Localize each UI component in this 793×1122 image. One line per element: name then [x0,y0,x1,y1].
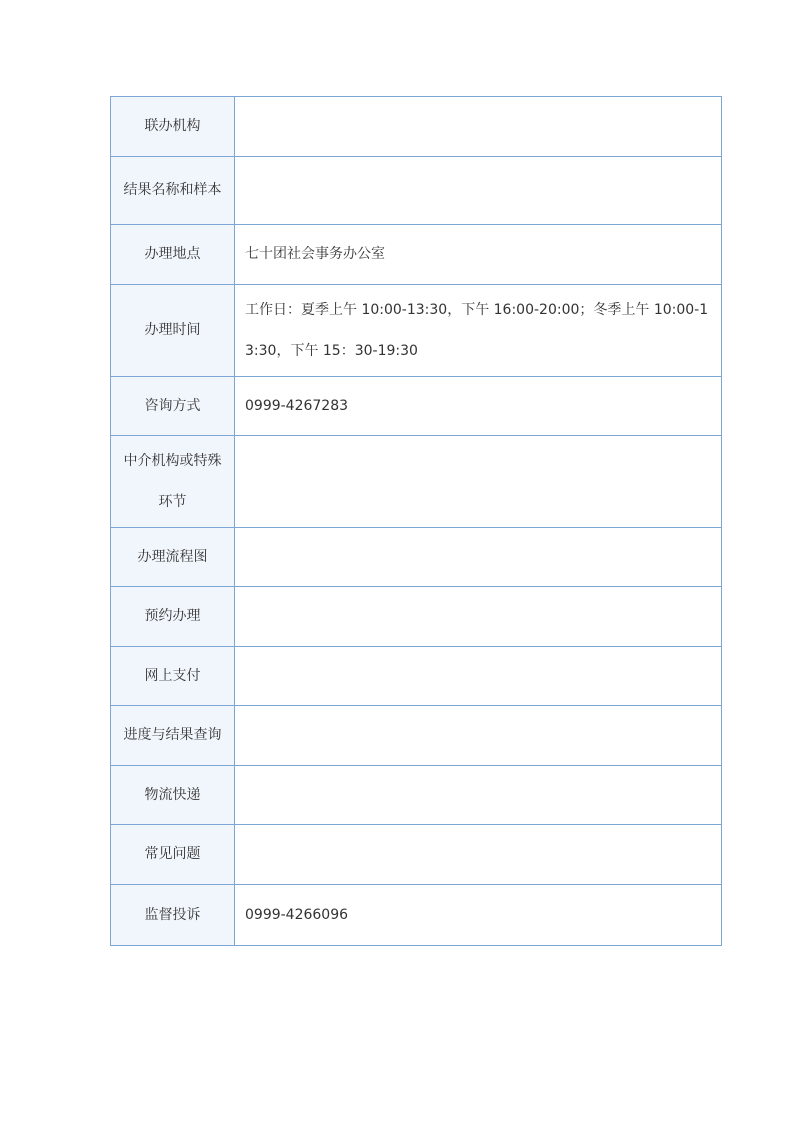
row-value: 0999-4267283 [235,377,722,436]
table-row [111,285,722,377]
row-value: 0999-4266096 [235,885,722,946]
table-row [111,587,722,647]
row-label: 联办机构 [111,97,235,157]
row-label: 常见问题 [111,825,235,885]
service-info-table [110,96,722,946]
row-label: 办理地点 [111,225,235,285]
row-value [235,647,722,706]
table-row [111,706,722,766]
row-label: 预约办理 [111,587,235,647]
table-row [111,825,722,885]
table-row [111,436,722,528]
row-label: 咨询方式 [111,377,235,436]
row-label: 结果名称和样本 [111,157,235,225]
row-label: 网上支付 [111,647,235,706]
row-value: 七十团社会事务办公室 [235,225,722,285]
row-label: 进度与结果查询 [111,706,235,766]
row-value [235,587,722,647]
row-value [235,825,722,885]
table-row [111,647,722,706]
row-label: 物流快递 [111,766,235,825]
row-label: 办理流程图 [111,528,235,587]
row-value [235,706,722,766]
row-value [235,157,722,225]
table-row [111,528,722,587]
table-row [111,766,722,825]
row-value [235,436,722,528]
row-label: 办理时间 [111,285,235,377]
row-label: 中介机构或特殊环节 [111,436,235,528]
table-row [111,377,722,436]
table-row [111,225,722,285]
table-row [111,885,722,946]
row-value [235,97,722,157]
row-value [235,528,722,587]
table-row [111,157,722,225]
row-value [235,766,722,825]
row-value: 工作日：夏季上午 10:00-13:30，下午 16:00-20:00；冬季上午 10:00-13:30，下午 15：30-19:30 [235,285,722,377]
table-row [111,97,722,157]
row-label: 监督投诉 [111,885,235,946]
